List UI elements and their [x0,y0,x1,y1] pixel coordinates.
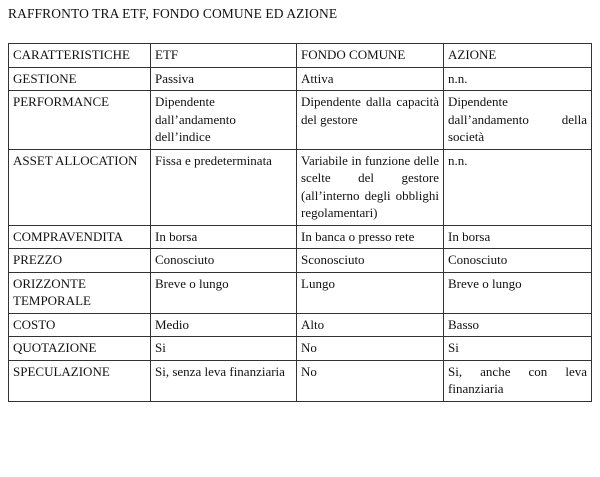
row-label: GESTIONE [9,67,151,91]
fund-cell: Dipendente dalla capacità del gestore [297,91,444,150]
fund-cell: In banca o presso rete [297,225,444,249]
etf-cell: In borsa [151,225,297,249]
stock-cell: Si [444,337,592,361]
etf-cell: Conosciuto [151,249,297,273]
fund-cell: Variabile in funzione delle scelte del gestore (all’interno degli obblighi regolamentari) [297,149,444,225]
row-label: ASSET ALLOCATION [9,149,151,225]
fund-cell: Attiva [297,67,444,91]
table-row [9,337,592,361]
table-header-row [9,44,592,68]
table-row [9,360,592,401]
page-title: RAFFRONTO TRA ETF, FONDO COMUNE ED AZIONE [8,6,338,21]
table-row [9,91,592,150]
table-row [9,225,592,249]
stock-cell: Breve o lungo [444,272,592,313]
etf-cell: Si [151,337,297,361]
row-label: COMPRAVENDITA [9,225,151,249]
row-label: COSTO [9,313,151,337]
fund-cell: No [297,337,444,361]
header-cell: AZIONE [444,44,592,68]
fund-cell: Sconosciuto [297,249,444,273]
etf-cell: Medio [151,313,297,337]
table-row [9,272,592,313]
row-label: ORIZZONTE TEMPORALE [9,272,151,313]
stock-cell: Dipendente dall’andamento della società [444,91,592,150]
table-row [9,149,592,225]
header-cell: CARATTERISTICHE [9,44,151,68]
fund-cell: Alto [297,313,444,337]
etf-cell: Fissa e predeterminata [151,149,297,225]
etf-cell: Passiva [151,67,297,91]
etf-cell: Breve o lungo [151,272,297,313]
table-row [9,249,592,273]
comparison-table [8,43,592,402]
stock-cell: n.n. [444,149,592,225]
stock-cell: Basso [444,313,592,337]
fund-cell: No [297,360,444,401]
row-label: PERFORMANCE [9,91,151,150]
table-row [9,67,592,91]
etf-cell: Dipendente dall’andamento dell’indice [151,91,297,150]
row-label: SPECULAZIONE [9,360,151,401]
etf-cell: Si, senza leva finanziaria [151,360,297,401]
stock-cell: Conosciuto [444,249,592,273]
header-cell: FONDO COMUNE [297,44,444,68]
fund-cell: Lungo [297,272,444,313]
stock-cell: Si, anche con leva finanziaria [444,360,592,401]
header-cell: ETF [151,44,297,68]
stock-cell: In borsa [444,225,592,249]
table-row [9,313,592,337]
stock-cell: n.n. [444,67,592,91]
row-label: PREZZO [9,249,151,273]
row-label: QUOTAZIONE [9,337,151,361]
